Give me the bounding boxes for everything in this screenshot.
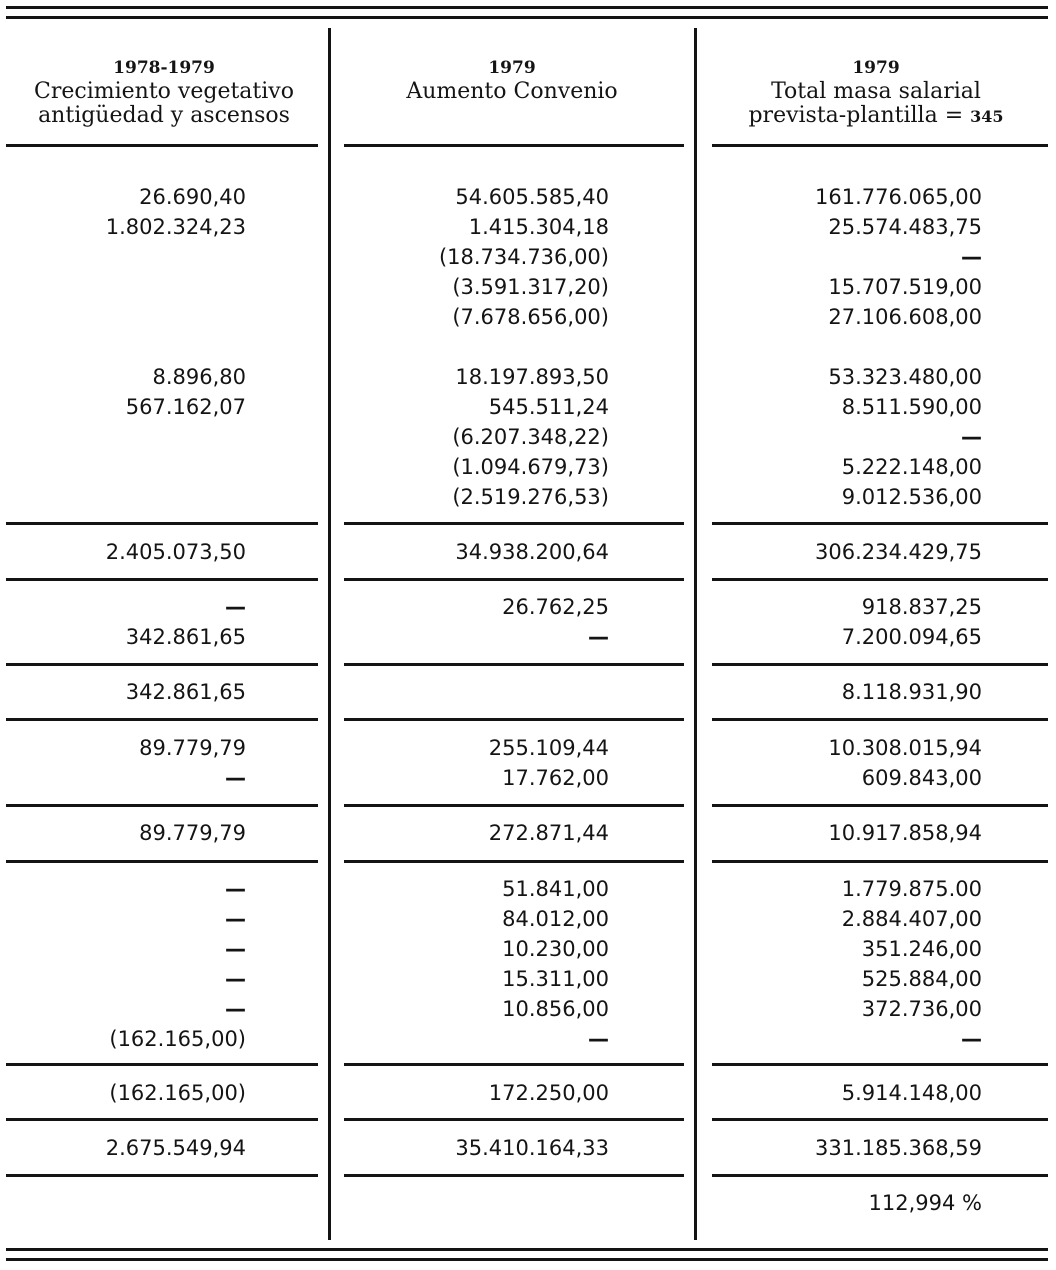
cell-value: — — [225, 937, 246, 961]
column-divider — [694, 28, 697, 1240]
cell-value: (7.678.656,00) — [452, 305, 609, 329]
cell-value: (2.519.276,53) — [452, 485, 609, 509]
cell-value: — — [225, 877, 246, 901]
section-rule — [6, 522, 318, 525]
cell-value: 255.109,44 — [488, 736, 609, 760]
section-rule — [344, 522, 684, 525]
section-rule — [6, 804, 318, 807]
header-col-3 — [706, 56, 1046, 129]
section-rule — [344, 718, 684, 721]
cell-value: — — [961, 425, 982, 449]
cell-value: (18.734.736,00) — [438, 245, 609, 269]
cell-value: 331.185.368,59 — [815, 1136, 982, 1160]
section-rule — [344, 144, 684, 147]
section-rule — [6, 578, 318, 581]
cell-value: 1.802.324,23 — [105, 215, 246, 239]
cell-value: 10.856,00 — [502, 997, 609, 1021]
cell-value: 172.250,00 — [488, 1081, 609, 1105]
cell-value: 112,994 % — [868, 1191, 982, 1215]
cell-value: 8.118.931,90 — [841, 680, 982, 704]
cell-value: — — [225, 997, 246, 1021]
section-rule — [344, 804, 684, 807]
cell-value: 2.405.073,50 — [105, 540, 246, 564]
cell-value: 25.574.483,75 — [828, 215, 982, 239]
section-rule — [712, 663, 1048, 666]
cell-value: (162.165,00) — [109, 1027, 246, 1051]
cell-value: 525.884,00 — [861, 967, 982, 991]
cell-value: 51.841,00 — [502, 877, 609, 901]
cell-value: 53.323.480,00 — [828, 365, 982, 389]
cell-value: 342.861,65 — [125, 680, 246, 704]
section-rule — [6, 1118, 318, 1121]
cell-value: 567.162,07 — [125, 395, 246, 419]
section-rule — [712, 804, 1048, 807]
header-suffix: 345 — [970, 107, 1004, 126]
cell-value: 5.914.148,00 — [841, 1081, 982, 1105]
header-line: Total masa salarial — [771, 79, 981, 104]
cell-value: 306.234.429,75 — [815, 540, 982, 564]
section-rule — [344, 1174, 684, 1177]
section-rule — [344, 860, 684, 863]
column-divider — [328, 28, 331, 1240]
cell-value: 89.779,79 — [139, 736, 246, 760]
cell-value: 10.230,00 — [502, 937, 609, 961]
cell-value: 342.861,65 — [125, 625, 246, 649]
bottom-rule-inner — [6, 1248, 1048, 1251]
cell-value: 35.410.164,33 — [455, 1136, 609, 1160]
cell-value: 1.415.304,18 — [468, 215, 609, 239]
cell-value: 18.197.893,50 — [455, 365, 609, 389]
cell-value: 15.311,00 — [502, 967, 609, 991]
header-col-1 — [6, 56, 322, 128]
cell-value: — — [225, 766, 246, 790]
cell-value: — — [225, 967, 246, 991]
cell-value: 5.222.148,00 — [841, 455, 982, 479]
cell-value: — — [588, 625, 609, 649]
cell-value: 918.837,25 — [861, 595, 982, 619]
cell-value: — — [961, 245, 982, 269]
cell-value: — — [225, 595, 246, 619]
cell-value: 89.779,79 — [139, 821, 246, 845]
cell-value: (3.591.317,20) — [452, 275, 609, 299]
section-rule — [712, 1063, 1048, 1066]
header-line-text: prevista-plantilla = — [748, 103, 971, 128]
cell-value: 609.843,00 — [861, 766, 982, 790]
section-rule — [6, 1063, 318, 1066]
section-rule — [712, 860, 1048, 863]
cell-value: 26.690,40 — [139, 185, 246, 209]
cell-value: (162.165,00) — [109, 1081, 246, 1105]
section-rule — [344, 578, 684, 581]
header-year: 1978-1979 — [113, 58, 215, 78]
section-rule — [712, 718, 1048, 721]
cell-value: — — [225, 907, 246, 931]
cell-value: 26.762,25 — [502, 595, 609, 619]
section-rule — [6, 1174, 318, 1177]
header-line: Crecimiento vegetativo — [34, 79, 294, 104]
cell-value: (1.094.679,73) — [452, 455, 609, 479]
cell-value: 161.776.065,00 — [815, 185, 982, 209]
top-rule-inner — [6, 16, 1048, 19]
section-rule — [712, 578, 1048, 581]
cell-value: 10.917.858,94 — [828, 821, 982, 845]
section-rule — [344, 1063, 684, 1066]
cell-value: 7.200.094,65 — [841, 625, 982, 649]
cell-value: (6.207.348,22) — [452, 425, 609, 449]
cell-value: 27.106.608,00 — [828, 305, 982, 329]
header-col-2 — [340, 56, 684, 104]
top-rule — [6, 6, 1048, 9]
cell-value: 15.707.519,00 — [828, 275, 982, 299]
header-line: Aumento Convenio — [406, 79, 618, 104]
cell-value: 34.938.200,64 — [455, 540, 609, 564]
section-rule — [712, 1174, 1048, 1177]
section-rule — [712, 522, 1048, 525]
section-rule — [712, 144, 1048, 147]
bottom-rule — [6, 1258, 1048, 1261]
header-line — [706, 104, 1046, 129]
cell-value: 272.871,44 — [488, 821, 609, 845]
cell-value: — — [961, 1027, 982, 1051]
section-rule — [6, 663, 318, 666]
header-year: 1979 — [852, 58, 900, 78]
cell-value: 54.605.585,40 — [455, 185, 609, 209]
cell-value: 9.012.536,00 — [841, 485, 982, 509]
section-rule — [344, 1118, 684, 1121]
cell-value: — — [588, 1027, 609, 1051]
header-line: antigüedad y ascensos — [38, 103, 290, 128]
cell-value: 1.779.875.00 — [841, 877, 982, 901]
section-rule — [6, 718, 318, 721]
cell-value: 372.736,00 — [861, 997, 982, 1021]
section-rule — [344, 663, 684, 666]
cell-value: 10.308.015,94 — [828, 736, 982, 760]
section-rule — [6, 860, 318, 863]
cell-value: 2.884.407,00 — [841, 907, 982, 931]
cell-value: 8.511.590,00 — [841, 395, 982, 419]
cell-value: 8.896,80 — [152, 365, 246, 389]
header-year: 1979 — [488, 58, 536, 78]
cell-value: 17.762,00 — [502, 766, 609, 790]
cell-value: 351.246,00 — [861, 937, 982, 961]
section-rule — [6, 144, 318, 147]
section-rule — [712, 1118, 1048, 1121]
cell-value: 545.511,24 — [488, 395, 609, 419]
cell-value: 2.675.549,94 — [105, 1136, 246, 1160]
cell-value: 84.012,00 — [502, 907, 609, 931]
